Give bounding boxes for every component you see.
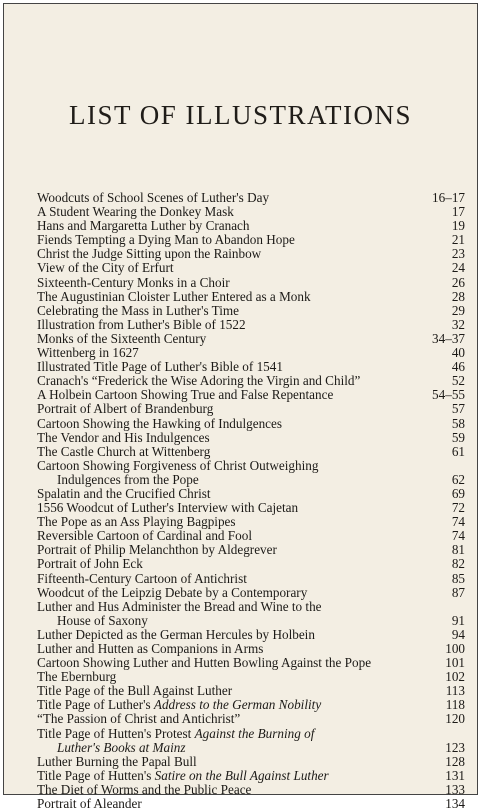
list-item	[37, 727, 465, 755]
illustration-title: Wittenberg in 1627	[37, 345, 139, 361]
illustration-title: Christ the Judge Sitting upon the Rainbow	[37, 246, 262, 262]
page-number: 123	[445, 739, 465, 755]
page-number: 57	[451, 401, 465, 417]
illustration-title: The Pope as an Ass Playing Bagpipes	[37, 514, 236, 530]
list-item	[37, 797, 465, 811]
page-number: 74	[451, 528, 465, 544]
illustration-title: Woodcut of the Leipzig Debate by a Contemporary	[37, 584, 308, 600]
list-item	[37, 417, 465, 431]
illustration-title: A Student Wearing the Donkey Mask	[37, 204, 234, 220]
illustration-title: Fifteenth-Century Cartoon of Antichrist	[37, 570, 247, 586]
list-item	[37, 290, 465, 304]
list-item	[37, 501, 465, 515]
page-number: 40	[451, 345, 465, 361]
page-number: 133	[445, 781, 465, 797]
illustration-title: Title Page of Hutten's Satire on the Bull Against Luther	[37, 767, 329, 783]
illustration-title: Cartoon Showing Luther and Hutten Bowling Against the Pope	[37, 655, 372, 671]
list-item	[37, 515, 465, 529]
illustration-title: Portrait of John Eck	[37, 556, 143, 572]
page-number: 21	[451, 232, 465, 248]
list-item	[37, 261, 465, 275]
page-title: LIST OF ILLUSTRATIONS	[68, 100, 412, 130]
illustration-title: The Castle Church at Wittenberg	[37, 443, 211, 459]
list-item	[37, 543, 465, 557]
page-number: 94	[451, 626, 465, 642]
page-number: 120	[445, 711, 465, 727]
list-item	[37, 628, 465, 642]
illustration-title: The Augustinian Cloister Luther Entered as a Monk	[37, 288, 311, 304]
page-number: 102	[445, 669, 465, 685]
page-number: 82	[451, 556, 465, 572]
page-number: 29	[451, 302, 465, 318]
list-item	[37, 191, 465, 205]
illustration-title: “The Passion of Christ and Antichrist”	[37, 711, 241, 727]
illustration-title: Woodcuts of School Scenes of Luther's Day	[37, 190, 270, 205]
illustration-title: 1556 Woodcut of Luther's Interview with Cajetan	[37, 500, 299, 516]
list-item	[37, 332, 465, 346]
illustration-title: The Ebernburg	[37, 669, 117, 685]
list-item	[37, 684, 465, 698]
illustration-title: Cartoon Showing the Hawking of Indulgences	[37, 415, 283, 431]
list-item	[37, 670, 465, 684]
illustration-title: Celebrating the Mass in Luther's Time	[37, 302, 240, 318]
page-number: 58	[451, 415, 465, 431]
page-number: 118	[445, 697, 465, 713]
illustration-title: View of the City of Erfurt	[37, 260, 174, 276]
illustration-title: Illustrated Title Page of Luther's Bible of 1541	[37, 359, 283, 375]
list-item	[37, 600, 465, 628]
page-number: 16–17	[432, 190, 465, 205]
list-item	[37, 304, 465, 318]
illustration-title: The Vendor and His Indulgences	[37, 429, 210, 445]
page-number: 32	[451, 316, 465, 332]
page-number: 100	[445, 641, 465, 656]
list-item	[37, 360, 465, 374]
illustration-title: Reversible Cartoon of Cardinal and Fool	[37, 528, 252, 544]
page-number: 81	[451, 542, 465, 558]
illustration-title: Spalatin and the Crucified Christ	[37, 485, 211, 501]
page-number: 74	[451, 514, 465, 530]
illustration-title: Hans and Margaretta Luther by Cranach	[37, 218, 250, 234]
page-number: 52	[451, 373, 465, 389]
list-item	[37, 586, 465, 600]
list-item	[37, 642, 465, 656]
illustration-title: A Holbein Cartoon Showing True and False Repentance	[37, 387, 334, 403]
list-item	[37, 346, 465, 360]
page-number: 91	[451, 612, 465, 628]
page-number: 17	[451, 204, 465, 220]
list-item	[37, 431, 465, 445]
list-item	[37, 487, 465, 501]
illustration-title: Title Page of the Bull Against Luther	[37, 683, 233, 699]
illustration-title: Luther and Hutten as Companions in Arms	[37, 641, 264, 656]
list-item	[37, 247, 465, 261]
page-number: 128	[445, 753, 465, 769]
list-item	[37, 445, 465, 459]
list-item	[37, 783, 465, 797]
page-number: 23	[451, 246, 465, 262]
list-item	[37, 388, 465, 402]
page-number: 62	[451, 471, 465, 487]
list-item	[37, 318, 465, 332]
page-number: 101	[445, 655, 465, 671]
list-item	[37, 219, 465, 233]
illustration-title: Cranach's “Frederick the Wise Adoring the Virgin and Child”	[37, 373, 361, 389]
list-item	[37, 374, 465, 388]
list-item	[37, 233, 465, 247]
illustration-title: Portrait of Albert of Brandenburg	[37, 401, 214, 417]
illustration-title: Portrait of Philip Melanchthon by Aldegrever	[37, 542, 277, 558]
illustration-title: Portrait of Aleander	[37, 796, 142, 811]
illustration-title: Fiends Tempting a Dying Man to Abandon Hope	[37, 232, 295, 248]
list-item	[37, 205, 465, 219]
illustration-title: Cartoon Showing Forgiveness of Christ Outweighing	[37, 457, 319, 473]
page-number: 28	[451, 288, 465, 304]
page-number: 54–55	[432, 387, 465, 403]
illustrations-list	[37, 191, 465, 811]
illustration-title: Luther and Hus Administer the Bread and Wine to the	[37, 598, 322, 614]
list-item	[37, 769, 465, 783]
list-item	[37, 402, 465, 416]
illustration-title: Illustration from Luther's Bible of 1522	[37, 316, 246, 332]
list-item	[37, 572, 465, 586]
list-item	[37, 459, 465, 487]
page-number: 87	[451, 584, 465, 600]
list-item	[37, 529, 465, 543]
illustration-title: Title Page of Luther's Address to the German Nobility	[37, 697, 322, 713]
book-page	[3, 3, 478, 811]
list-item	[37, 755, 465, 769]
page-number: 26	[451, 274, 465, 290]
illustration-title: Luther Depicted as the German Hercules by Holbein	[37, 626, 315, 642]
list-item	[37, 276, 465, 290]
list-item	[37, 698, 465, 712]
illustration-title: Luther Burning the Papal Bull	[37, 753, 197, 769]
list-item	[37, 712, 465, 726]
page-number: 113	[445, 683, 465, 699]
page-number: 69	[451, 485, 465, 501]
illustration-title-continued: Luther's Books at Mainz	[57, 739, 186, 755]
illustration-title-continued: Indulgences from the Pope	[57, 471, 199, 487]
page-number: 24	[451, 260, 465, 276]
page-number: 131	[445, 767, 465, 783]
list-item	[37, 557, 465, 571]
illustration-title: Title Page of Hutten's Protest Against the Burning of	[37, 725, 315, 741]
illustration-title: The Diet of Worms and the Public Peace	[37, 781, 252, 797]
illustration-title: Monks of the Sixteenth Century	[37, 330, 207, 346]
page-number: 46	[451, 359, 465, 375]
page-number: 134	[445, 796, 465, 811]
page-number: 19	[451, 218, 465, 234]
list-item	[37, 656, 465, 670]
illustration-title: Sixteenth-Century Monks in a Choir	[37, 274, 230, 290]
page-number: 34–37	[432, 330, 465, 346]
page-number: 85	[451, 570, 465, 586]
page-number: 59	[451, 429, 465, 445]
illustration-title-continued: House of Saxony	[57, 612, 148, 628]
page-number: 72	[451, 500, 465, 516]
page-number: 61	[451, 443, 465, 459]
